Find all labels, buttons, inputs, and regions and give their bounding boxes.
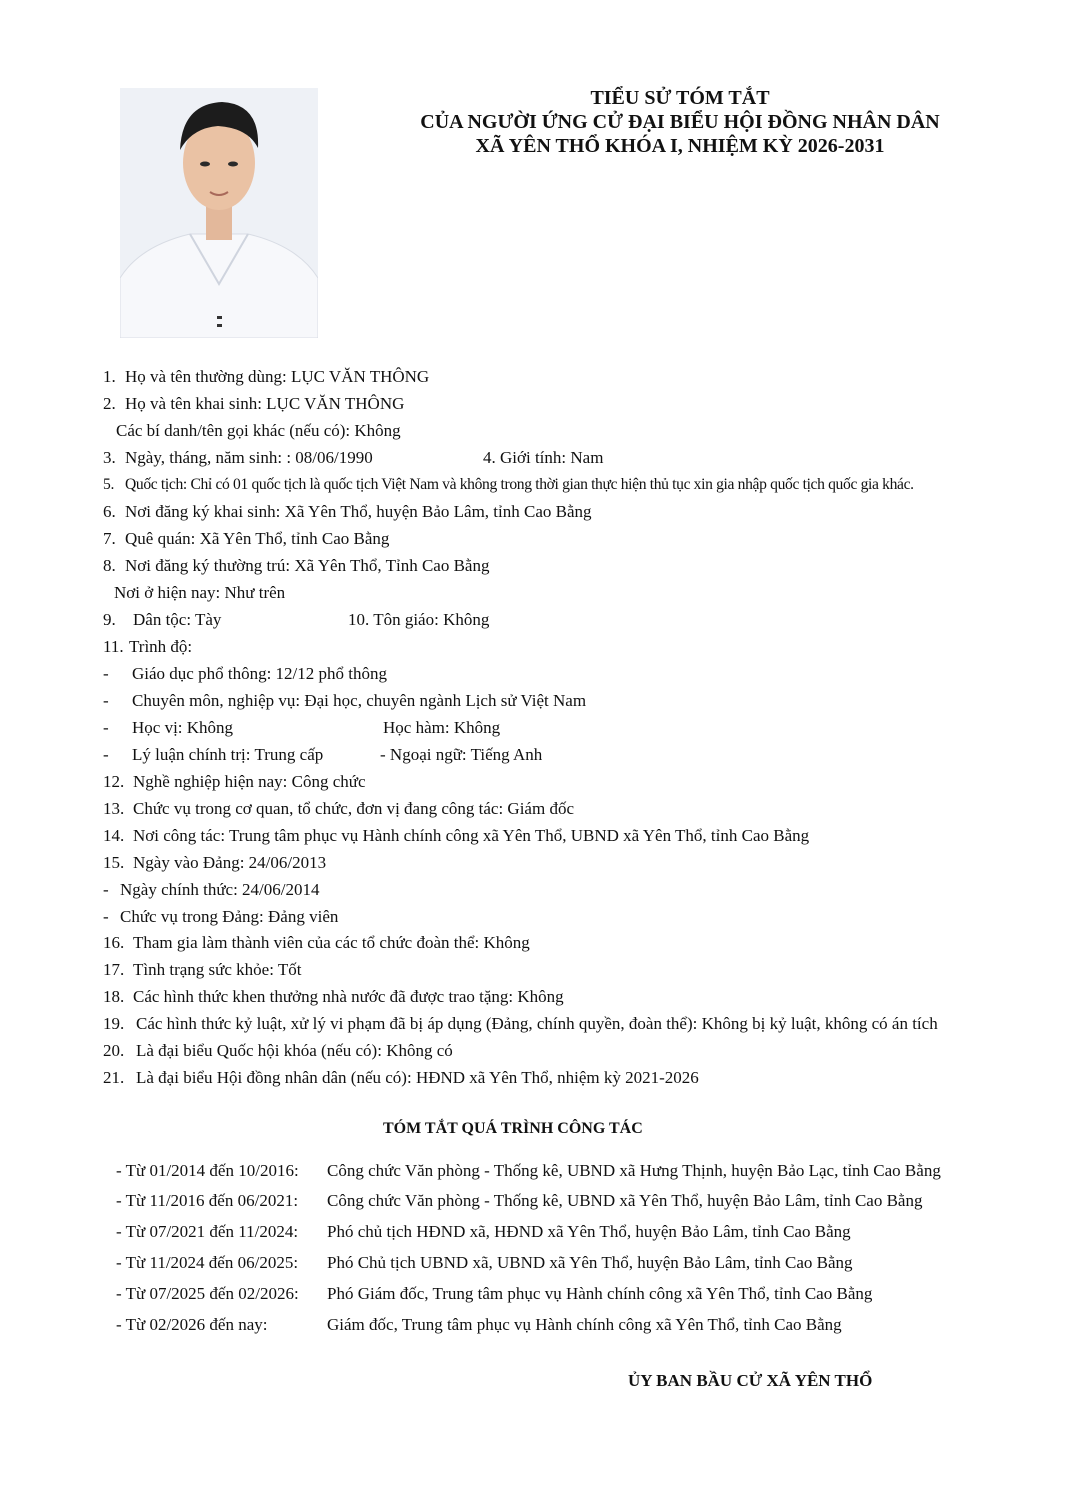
bio-item xyxy=(103,744,323,766)
bio-text: Nơi công tác: Trung tâm phục vụ Hành chính công xã Yên Thổ, UBND xã Yên Thổ, tỉnh Cao Bằng xyxy=(133,826,810,845)
header-term: XÃ YÊN THỔ KHÓA I, NHIỆM KỲ 2026-2031 xyxy=(475,135,885,157)
bio-text: Chuyên môn, nghiệp vụ: Đại học, chuyên ngành Lịch sử Việt Nam xyxy=(132,691,587,710)
bio-num: 13. xyxy=(103,799,125,818)
history-desc: Phó chủ tịch HĐND xã, HĐND xã Yên Thổ, huyện Bảo Lâm, tỉnh Cao Bằng xyxy=(327,1222,851,1241)
bio-bullet: - xyxy=(103,718,109,737)
signature-block: ỦY BAN BẦU CỬ XÃ YÊN THỔ xyxy=(628,1371,873,1390)
bio-text: Quê quán: Xã Yên Thổ, tỉnh Cao Bằng xyxy=(125,529,390,548)
bio-text: Học vị: Không xyxy=(132,718,234,737)
bio-text: Tình trạng sức khỏe: Tốt xyxy=(133,960,302,979)
bio-text: Quốc tịch: Chỉ có 01 quốc tịch là quốc tịch Việt Nam và không trong thời gian thực hiện thủ tục xin gia nhập quốc tịch quốc gia khác. xyxy=(125,476,914,493)
bio-text: Lý luận chính trị: Trung cấp xyxy=(132,745,324,764)
bio-item xyxy=(103,1013,938,1035)
bio-text: Nghề nghiệp hiện nay: Công chức xyxy=(133,772,366,791)
bio-item xyxy=(103,555,489,577)
bio-item xyxy=(103,690,586,712)
bio-extra: 10. Tôn giáo: Không xyxy=(348,610,490,629)
bio-item xyxy=(103,528,389,550)
bio-item xyxy=(114,582,285,604)
history-period: - Từ 01/2014 đến 10/2016: xyxy=(116,1161,299,1180)
bio-num: 12. xyxy=(103,772,125,791)
bio-num: 15. xyxy=(103,853,125,872)
bio-num: 20. xyxy=(103,1041,125,1060)
bio-text: Ngày vào Đảng: 24/06/2013 xyxy=(133,853,327,872)
history-desc: Công chức Văn phòng - Thống kê, UBND xã Yên Thổ, huyện Bảo Lâm, tỉnh Cao Bằng xyxy=(327,1191,923,1210)
bio-text: Giáo dục phổ thông: 12/12 phổ thông xyxy=(132,664,387,683)
history-period: - Từ 11/2024 đến 06/2025: xyxy=(116,1253,299,1272)
bio-num: 18. xyxy=(103,987,125,1006)
bio-num: 3. xyxy=(103,448,116,467)
bio-item xyxy=(103,663,387,685)
bio-num: 6. xyxy=(103,502,116,521)
bio-text: Ngày, tháng, năm sinh: : 08/06/1990 xyxy=(125,448,373,467)
bio-item xyxy=(116,420,401,442)
bio-num: 1. xyxy=(103,367,116,386)
bio-item xyxy=(103,501,592,523)
bio-item xyxy=(103,906,338,928)
history-desc: Công chức Văn phòng - Thống kê, UBND xã Hưng Thịnh, huyện Bảo Lạc, tỉnh Cao Bằng xyxy=(327,1161,941,1180)
bio-bullet: - xyxy=(103,880,109,899)
bio-item xyxy=(103,1040,453,1062)
bio-text: Tham gia làm thành viên của các tổ chức đoàn thể: Không xyxy=(133,933,530,952)
bio-text: Là đại biểu Hội đồng nhân dân (nếu có): HĐND xã Yên Thổ, nhiệm kỳ 2021-2026 xyxy=(136,1068,699,1087)
bio-item xyxy=(103,852,326,874)
bio-extra: - Ngoại ngữ: Tiếng Anh xyxy=(380,745,543,764)
bio-item xyxy=(103,366,429,388)
bio-item xyxy=(103,959,301,981)
bio-item xyxy=(103,1067,699,1089)
bio-text: Các bí danh/tên gọi khác (nếu có): Không xyxy=(116,421,401,440)
bio-item xyxy=(103,986,564,1008)
bio-extra: 4. Giới tính: Nam xyxy=(483,448,604,467)
bio-text: Nơi ở hiện nay: Như trên xyxy=(114,583,286,602)
history-title: TÓM TẮT QUÁ TRÌNH CÔNG TÁC xyxy=(383,1120,643,1137)
history-desc: Phó Chủ tịch UBND xã, UBND xã Yên Thổ, huyện Bảo Lâm, tỉnh Cao Bằng xyxy=(327,1253,853,1272)
bio-num: 19. xyxy=(103,1014,125,1033)
bio-item xyxy=(103,393,404,415)
history-period: - Từ 07/2021 đến 11/2024: xyxy=(116,1222,299,1241)
history-period: - Từ 07/2025 đến 02/2026: xyxy=(116,1284,299,1303)
bio-item xyxy=(103,798,574,820)
bio-text: Các hình thức kỷ luật, xử lý vi phạm đã bị áp dụng (Đảng, chính quyền, đoàn thể): Không bị kỷ luật, không có án tích xyxy=(136,1014,938,1033)
bio-text: Chức vụ trong cơ quan, tổ chức, đơn vị đang công tác: Giám đốc xyxy=(133,799,574,818)
bio-item xyxy=(103,717,233,739)
history-period: - Từ 02/2026 đến nay: xyxy=(116,1315,268,1334)
bio-text: Dân tộc: Tày xyxy=(133,610,222,629)
bio-bullet: - xyxy=(103,745,109,764)
bio-num: 8. xyxy=(103,556,116,575)
bio-text: Chức vụ trong Đảng: Đảng viên xyxy=(120,907,339,926)
bio-bullet: - xyxy=(103,691,109,710)
bio-extra: Học hàm: Không xyxy=(383,718,501,737)
history-period: - Từ 11/2016 đến 06/2021: xyxy=(116,1191,299,1210)
bio-text: Ngày chính thức: 24/06/2014 xyxy=(120,880,320,899)
bio-num: 9. xyxy=(103,610,116,629)
bio-num: 7. xyxy=(103,529,116,548)
bio-item xyxy=(103,474,914,496)
bio-num: 2. xyxy=(103,394,116,413)
header-title: TIỂU SỬ TÓM TẮT xyxy=(590,87,770,109)
bio-item xyxy=(103,447,373,469)
bio-text: Nơi đăng ký khai sinh: Xã Yên Thổ, huyện Bảo Lâm, tỉnh Cao Bằng xyxy=(125,502,592,521)
bio-text: Họ và tên khai sinh: LỤC VĂN THÔNG xyxy=(125,394,405,413)
candidate-photo xyxy=(120,88,318,338)
bio-num: 16. xyxy=(103,933,125,952)
bio-text: Họ và tên thường dùng: LỤC VĂN THÔNG xyxy=(125,367,430,386)
bio-item xyxy=(103,636,192,658)
header-subtitle: CỦA NGƯỜI ỨNG CỬ ĐẠI BIỂU HỘI ĐỒNG NHÂN DÂN xyxy=(420,111,940,133)
bio-item xyxy=(103,609,221,631)
bio-item xyxy=(103,825,809,847)
bio-bullet: - xyxy=(103,664,109,683)
bio-num: 14. xyxy=(103,826,125,845)
bio-text: Nơi đăng ký thường trú: Xã Yên Thổ, Tỉnh Cao Bằng xyxy=(125,556,490,575)
bio-text: Là đại biểu Quốc hội khóa (nếu có): Không có xyxy=(136,1041,453,1060)
bio-bullet: - xyxy=(103,907,109,926)
bio-text: Các hình thức khen thưởng nhà nước đã được trao tặng: Không xyxy=(133,987,564,1006)
bio-item xyxy=(103,932,530,954)
bio-item xyxy=(103,771,366,793)
bio-num: 17. xyxy=(103,960,125,979)
bio-num: 5. xyxy=(103,476,114,493)
history-desc: Phó Giám đốc, Trung tâm phục vụ Hành chính công xã Yên Thổ, tỉnh Cao Bằng xyxy=(327,1284,873,1303)
bio-text: Trình độ: xyxy=(129,637,193,656)
bio-item xyxy=(103,879,320,901)
bio-num: 11. xyxy=(103,637,124,656)
history-desc: Giám đốc, Trung tâm phục vụ Hành chính công xã Yên Thổ, tỉnh Cao Bằng xyxy=(327,1315,842,1334)
document-header xyxy=(400,86,960,158)
bio-num: 21. xyxy=(103,1068,125,1087)
